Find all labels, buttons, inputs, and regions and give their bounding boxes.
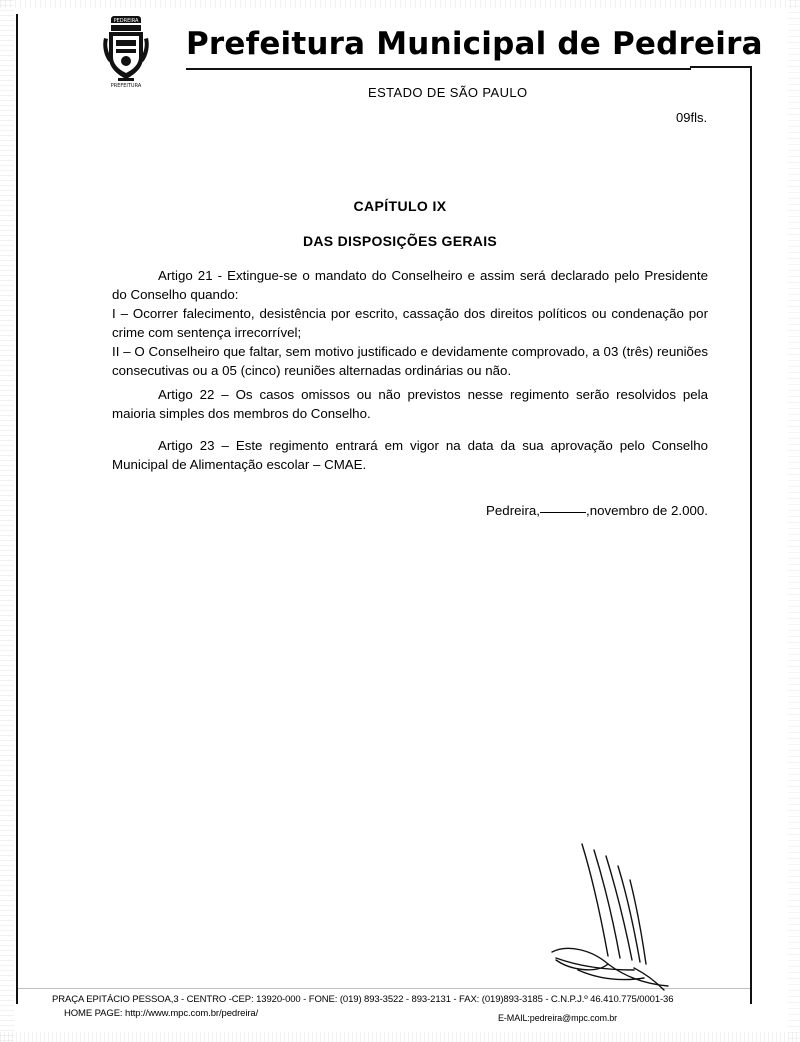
footer-address: PRAÇA EPITÁCIO PESSOA,3 - CENTRO -CEP: 13920-000 - FONE: (019) 893-3522 - 893-2131 - FAX: (019)893-3185 - C.N.P.J.º 46.410.775/0001-36: [52, 994, 674, 1005]
page-title: Prefeitura Municipal de Pedreira: [186, 26, 763, 62]
paragraph-text: Artigo 21 - Extingue-se o mandato do Conselheiro e assim será declarado pelo Presidente do Conselho quando:: [112, 268, 708, 302]
date-blank-field[interactable]: [540, 512, 586, 513]
paragraph-item-i: [112, 304, 708, 342]
paragraph-artigo-23: [112, 436, 708, 474]
footer-divider: [18, 988, 750, 989]
signature-date-rest: ,novembro de 2.000.: [586, 503, 708, 518]
scan-edge-right: [788, 0, 800, 1042]
page-frame-left: [16, 14, 18, 1004]
paragraph-item-ii: [112, 342, 708, 380]
state-subtitle: ESTADO DE SÃO PAULO: [368, 85, 528, 100]
scan-edge-left: [0, 0, 14, 1042]
handwritten-signature-icon: [548, 840, 678, 1000]
page-frame-top: [690, 66, 752, 68]
paragraph-text: I – Ocorrer falecimento, desistência por escrito, cassação dos direitos políticos ou condenação por crime com sentença irrecorrível;: [112, 306, 708, 340]
scan-edge-bottom: [0, 1032, 800, 1042]
chapter-heading: DAS DISPOSIÇÕES GERAIS: [302, 233, 498, 249]
footer-email: E-MAIL:pedreira@mpc.com.br: [498, 1013, 618, 1023]
signature-date-line: [112, 503, 708, 518]
scan-edge-top: [0, 0, 800, 8]
footer-homepage: HOME PAGE: http://www.mpc.com.br/pedreira/: [64, 1008, 259, 1019]
paragraph-artigo-21: [112, 266, 708, 304]
svg-text:PREFEITURA: PREFEITURA: [110, 83, 142, 88]
coat-of-arms-icon: [98, 12, 154, 88]
folio-number: 09fls.: [676, 110, 708, 125]
paragraph-artigo-22: [112, 385, 708, 423]
chapter-number: CAPÍTULO IX: [353, 198, 447, 214]
paragraph-text: Artigo 23 – Este regimento entrará em vigor na data da sua aprovação pelo Conselho Municipal de Alimentação escolar – CMAE.: [112, 438, 708, 472]
signature-city: Pedreira,: [486, 503, 541, 518]
paragraph-text: Artigo 22 – Os casos omissos ou não previstos nesse regimento serão resolvidos pela maioria simples dos membros do Conselho.: [112, 387, 708, 421]
title-underline: [186, 68, 691, 70]
paragraph-text: II – O Conselheiro que faltar, sem motivo justificado e devidamente comprovado, a 03 (três) reuniões consecutivas ou a 05 (cinco) reuniões alternadas ordinárias ou não.: [112, 344, 708, 378]
svg-text:PEDREIRA: PEDREIRA: [113, 18, 139, 24]
